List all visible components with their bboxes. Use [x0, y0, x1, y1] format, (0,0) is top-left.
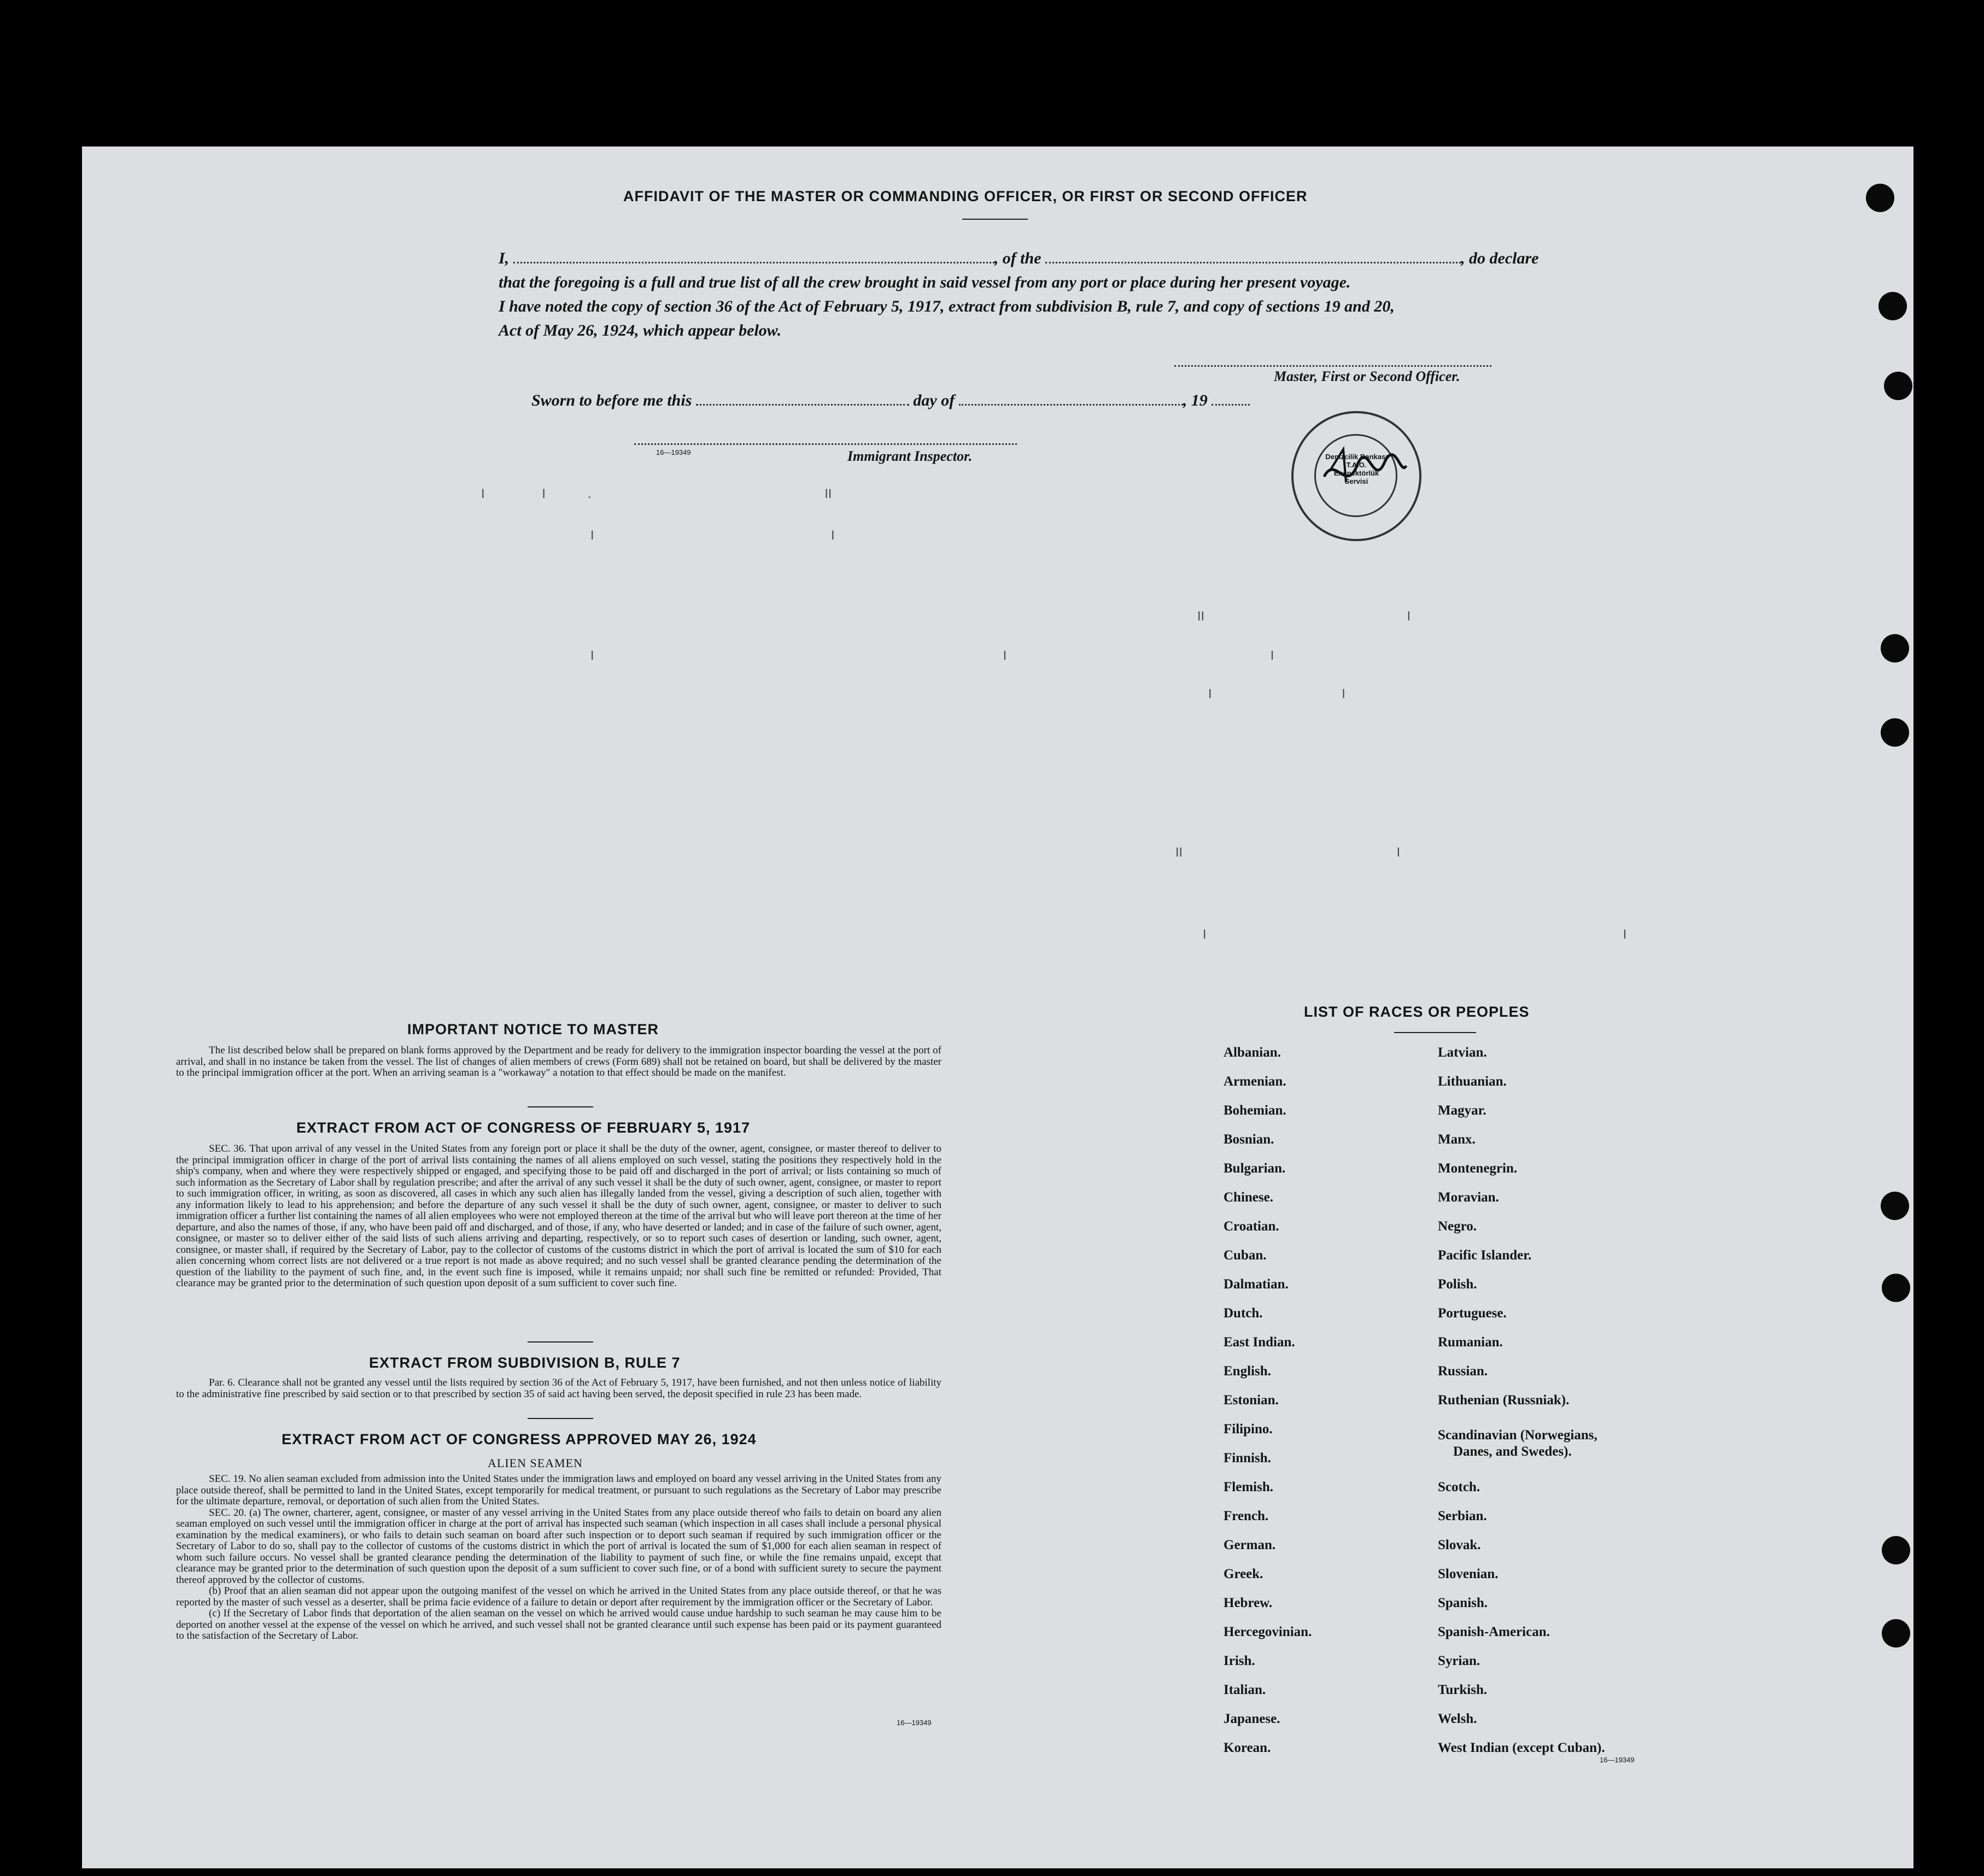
faint-mark: I I — [1203, 928, 1627, 942]
race-item: Filipino. — [1224, 1422, 1273, 1437]
race-item: Scandinavian (Norwegians, — [1438, 1428, 1597, 1443]
binder-hole-icon — [1882, 1536, 1910, 1564]
section-20c: (c) If the Secretary of Labor finds that deportation of the alien seaman on the vessel on which he arrived would cause undue hardship to such seaman he may cause him to be deported on another vessel at the expense of the vessel on which he arrived, and such vessel shall not be granted clearance until such expense has been paid or its payment guaranteed to the satisfaction of the Secretary of Labor. — [176, 1608, 941, 1642]
race-item: East Indian. — [1224, 1335, 1295, 1350]
faint-mark: II I — [1197, 610, 1411, 624]
extract-1917-body: SEC. 36. That upon arrival of any vessel in the United States from any foreign port or place it shall be the duty of the owner, agent, consignee, or master thereof to deliver to the principal immigration officer in charge of the port of arrival lists containing the names of all aliens employed on such vessel, stating the positions they respectively hold in the ship's company, when and where they were respectively shipped or engaged, and specifying those to be paid off and discharged in the port of arrival; or lists containing so much of such information as the Secretary of Labor shall by regulation prescribe; and after the arrival of any such vessel it shall be the duty of such owner, agent, consignee, or master to report to such immigration officer, in writing, as soon as discovered, all cases in which any such alien has illegally landed from the vessel, giving a description of such alien, together with any information likely to lead to his apprehension; and before the departure of any such vessel it shall be the duty of such owner, agent, consignee, or master to deliver to such immigration officer a further list containing the names of all alien employees who were not employed thereon at the time of the arrival but who will leave port thereon at the time of her departure, and also the names of those, if any, who have been paid off and discharged, and of those, if any, who have deserted or landed; and in case of the failure of such owner, agent, consignee, or master so to deliver either of the said lists of such aliens arriving and departing, respectively, or so to report such cases of desertion or landing, such owner, agent, consignee, or master shall, if required by the Secretary of Labor, pay to the collector of customs of the customs district in which the port of arrival is located the sum of $10 for each alien concerning whom correct lists are not delivered or a true report is not made as above required; and no such vessel shall be granted clearance pending the determination of the question of the liability to the payment of such fine, and, in the event such fine is imposed, while it remains unpaid; nor shall such fine be remitted or refunded: Provided, That clearance may be granted prior to the determination of such question upon deposit of a sum sufficient to cover such fine. — [176, 1143, 941, 1289]
race-item: Hercegovinian. — [1224, 1625, 1312, 1639]
divider — [1394, 1032, 1476, 1033]
race-item: Japanese. — [1224, 1711, 1280, 1726]
sworn-month-blank[interactable] — [959, 403, 1183, 406]
race-item: Russian. — [1438, 1364, 1488, 1379]
race-item: Negro. — [1438, 1219, 1477, 1234]
race-item: West Indian (except Cuban). — [1438, 1740, 1605, 1755]
race-item: Dutch. — [1224, 1306, 1263, 1321]
race-item: Portuguese. — [1438, 1306, 1507, 1321]
race-item: Estonian. — [1224, 1393, 1279, 1408]
master-caption: Master, First or Second Officer. — [1274, 368, 1460, 384]
divider — [528, 1418, 593, 1419]
name-blank[interactable] — [513, 261, 994, 263]
form-page — [82, 146, 1913, 1868]
faint-mark: I I — [590, 529, 835, 543]
extract-form-number: 16—19349 — [897, 1719, 932, 1727]
extract-1924-body — [176, 1474, 941, 1642]
races-form-number: 16—19349 — [1600, 1756, 1635, 1764]
extract-1924-title: EXTRACT FROM ACT OF CONGRESS APPROVED MAY 26, 1924 — [282, 1431, 757, 1447]
race-item: Bohemian. — [1224, 1103, 1286, 1118]
race-item: Serbian. — [1438, 1509, 1487, 1523]
race-item: Welsh. — [1438, 1711, 1477, 1726]
race-item: Moravian. — [1438, 1190, 1499, 1205]
race-item: Slovenian. — [1438, 1567, 1499, 1581]
race-item: Magyar. — [1438, 1103, 1486, 1118]
section-20a: SEC. 20. (a) The owner, charterer, agent, consignee, or master of any vessel arriving in the United States from any place outside thereof who fails to detain on board any alien seaman employed on such vessel until the immigration officer in charge at the port of arrival has inspected such seaman (which inspection in all cases shall include a personal physical examination by the medical examiners), or who fails to detain such seaman on board after such inspection or to deport such seaman if required by such immigration officer or the Secretary of Labor to do so, shall pay to the collector of customs of the customs district in which the port of arrival is located the sum of $1,000 for each alien seaman in respect of whom such failure occurs. No vessel shall be granted clearance pending the determination of the liability to payment of such fine, or while the fine remains unpaid, except that clearance may be granted prior to the determination of such question upon the deposit of a sum sufficient to cover such fine, or of a bond with sufficient surety to secure the payment thereof approved by the collector of customs. — [176, 1506, 941, 1586]
extract-1924-subtitle: ALIEN SEAMEN — [488, 1456, 583, 1470]
race-item: Flemish. — [1224, 1480, 1273, 1494]
affidavit-line-4: Act of May 26, 1924, which appear below. — [499, 321, 782, 339]
sworn-year-blank[interactable] — [1212, 403, 1250, 406]
race-item: Greek. — [1224, 1567, 1263, 1581]
rule7-title: EXTRACT FROM SUBDIVISION B, RULE 7 — [369, 1355, 681, 1371]
races-title: LIST OF RACES OR PEOPLES — [1304, 1004, 1530, 1020]
race-item: Korean. — [1224, 1740, 1271, 1755]
race-item: Danes, and Swedes). — [1453, 1444, 1572, 1459]
race-item: Dalmatian. — [1224, 1277, 1289, 1292]
official-stamp — [1291, 411, 1421, 541]
extract-1917-title: EXTRACT FROM ACT OF CONGRESS OF FEBRUARY 5, 1917 — [296, 1119, 751, 1136]
divider — [528, 1341, 593, 1342]
race-item: Spanish. — [1438, 1596, 1488, 1610]
sworn-line: Sworn to before me this day of , 19 — [531, 391, 1250, 410]
form-number: 16—19349 — [656, 448, 691, 456]
binder-hole-icon — [1881, 1192, 1909, 1220]
binder-hole-icon — [1881, 718, 1909, 747]
binder-hole-icon — [1881, 634, 1909, 663]
race-item: Rumanian. — [1438, 1335, 1503, 1350]
affidavit-title: AFFIDAVIT OF THE MASTER OR COMMANDING OFFICER, OR FIRST OR SECOND OFFICER — [623, 188, 1308, 204]
race-item: Montenegrin. — [1438, 1161, 1518, 1176]
section-19: SEC. 19. No alien seaman excluded from admission into the United States under the immigration laws and employed on board any vessel arriving in the United States from any place outside thereof, shall be permitted to land in the United States, except temporarily for medical treatment, or pursuant to such regulations as the Secretary of Labor may prescribe for the ultimate departure, removal, or deportation of such alien from the United States. — [176, 1473, 941, 1507]
race-item: Latvian. — [1438, 1045, 1487, 1060]
affidavit-line-3: I have noted the copy of section 36 of the Act of February 5, 1917, extract from subdivision B, rule 7, and copy of sections 19 and 20, — [499, 297, 1395, 315]
race-item: Croatian. — [1224, 1219, 1279, 1234]
race-item: Hebrew. — [1224, 1596, 1273, 1610]
faint-mark: I I — [1208, 688, 1345, 701]
race-item: German. — [1224, 1538, 1276, 1552]
affidavit-line-1: I, , of the , do declare — [499, 249, 1539, 267]
race-item: Pacific Islander. — [1438, 1248, 1532, 1263]
race-item: English. — [1224, 1364, 1271, 1379]
race-item: Spanish-American. — [1438, 1625, 1550, 1639]
faint-mark: I I . II — [481, 488, 832, 501]
race-item: Polish. — [1438, 1277, 1477, 1292]
faint-mark: I I I — [590, 649, 1274, 663]
race-item: Turkish. — [1438, 1682, 1488, 1697]
rule7-body: Par. 6. Clearance shall not be granted any vessel until the lists required by section 36 of the Act of February 5, 1917, have been furnished, and not then unless notice of liability to the administrative fine prescribed by said section or to that prescribed by section 35 of said act having been served, the deposit specified in rule 23 has been made. — [176, 1377, 941, 1400]
race-item: Albanian. — [1224, 1045, 1281, 1060]
notice-body: The list described below shall be prepared on blank forms approved by the Department and be ready for delivery to the immigration inspector boarding the vessel at the port of arrival, and shall in no instance be taken from the vessel. The list of changes of alien members of crews (Form 689) shall not be retained on board, but shall be delivered by the master to the principal immigration officer at the port. When an arriving seaman is a "workaway" a notation to that effect should be made on the manifest. — [176, 1045, 941, 1078]
race-item: French. — [1224, 1509, 1269, 1523]
binder-hole-icon — [1882, 1619, 1910, 1648]
race-item: Cuban. — [1224, 1248, 1267, 1263]
race-item: Bosnian. — [1224, 1132, 1274, 1147]
race-item: Bulgarian. — [1224, 1161, 1286, 1176]
binder-hole-icon — [1878, 292, 1907, 320]
stamp-text: Denizcilik Bankası T.A.O. Enspektörlük Servisi — [1325, 453, 1388, 485]
race-item: Italian. — [1224, 1682, 1266, 1697]
race-item: Chinese. — [1224, 1190, 1273, 1205]
master-signature-line[interactable] — [1174, 365, 1491, 367]
race-item: Finnish. — [1224, 1451, 1271, 1465]
sworn-day-blank[interactable] — [696, 403, 909, 406]
divider — [528, 1106, 593, 1107]
notice-title: IMPORTANT NOTICE TO MASTER — [407, 1021, 659, 1037]
affidavit-line-2: that the foregoing is a full and true list of all the crew brought in said vessel from any port or place during her present voyage. — [499, 273, 1351, 291]
race-item: Scotch. — [1438, 1480, 1480, 1494]
inspector-caption: Immigrant Inspector. — [847, 448, 973, 464]
binder-hole-icon — [1866, 184, 1894, 212]
race-item: Ruthenian (Russniak). — [1438, 1393, 1570, 1408]
race-item: Lithuanian. — [1438, 1074, 1507, 1089]
faint-mark: II I — [1175, 846, 1401, 860]
race-item: Slovak. — [1438, 1538, 1481, 1552]
binder-hole-icon — [1884, 372, 1912, 400]
section-20b: (b) Proof that an alien seaman did not appear upon the outgoing manifest of the vessel on which he arrived in the United States from any place outside thereof, or that he was reported by the master of such vessel as a deserter, shall be prima facie evidence of a failure to detain or deport after requirement by the immigration officer or the Secretary of Labor. — [176, 1585, 941, 1608]
race-item: Syrian. — [1438, 1654, 1480, 1668]
inspector-signature-line[interactable] — [634, 443, 1017, 445]
race-item: Manx. — [1438, 1132, 1476, 1147]
race-item: Irish. — [1224, 1654, 1255, 1668]
race-item: Armenian. — [1224, 1074, 1286, 1089]
vessel-blank[interactable] — [1045, 261, 1461, 263]
binder-hole-icon — [1882, 1274, 1910, 1302]
divider — [962, 219, 1028, 220]
